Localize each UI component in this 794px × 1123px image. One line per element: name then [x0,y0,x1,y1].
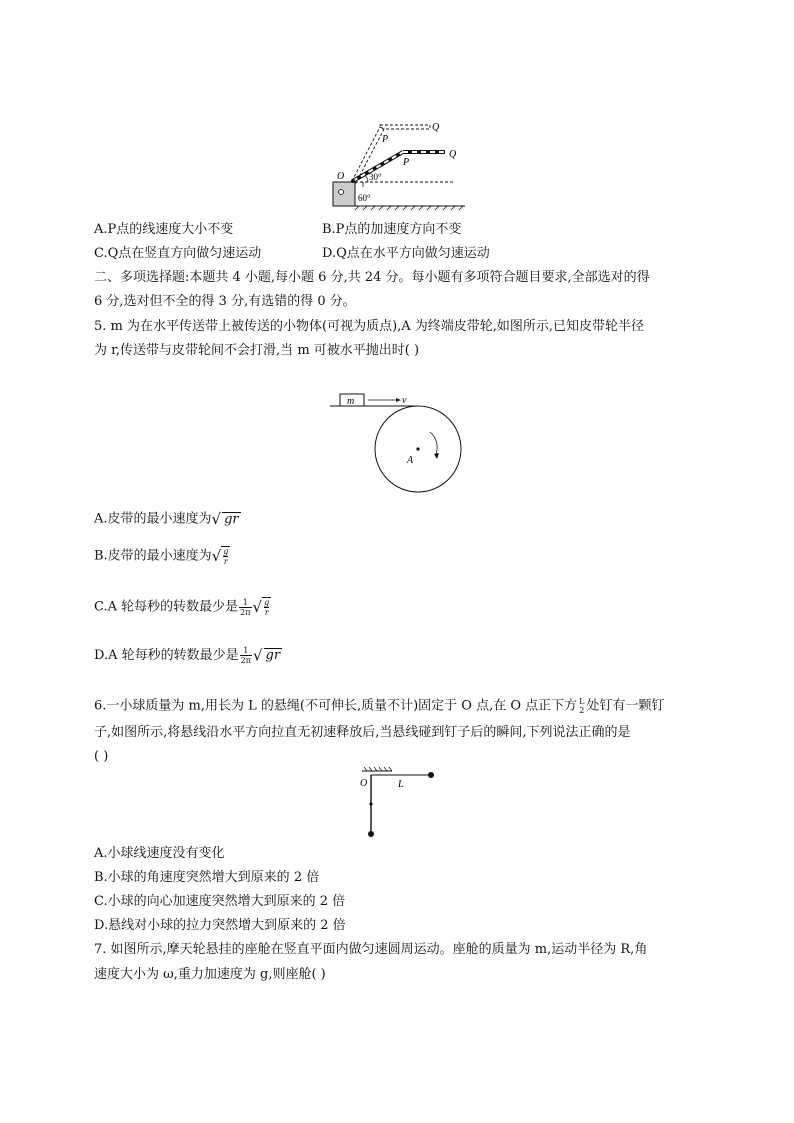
q5-stem-line1: 5. m 为在水平传送带上被传送的小物体(可视为质点),A 为终端皮带轮,如图所示,已知皮带轮半径 [94,319,645,334]
q6-option-d: D.悬线对小球的拉力突然增大到原来的 2 倍 [94,918,346,933]
label-L: L [398,779,404,790]
q4-option-d: D.Q点在水平方向做匀速运动 [322,246,490,261]
label-P-solid: P [403,157,410,168]
ball-horizontal [428,772,434,778]
figure-q4-lever [325,115,475,215]
q6-stem-line1: 6.一小球质量为 m,用长为 L 的悬绳(不可伸长,质量不计)固定于 O 点,在 O 点正下方 L 2 处钉有一颗钉 [94,697,665,715]
ball-bottom [368,831,374,837]
q4-option-b: B.P点的加速度方向不变 [322,222,462,237]
label-angle-30: 30° [369,172,382,182]
q4-option-a: A.P点的线速度大小不变 [94,222,234,237]
label-O: O [360,778,368,789]
q6-option-c: C.小球的向心加速度突然增大到原来的 2 倍 [94,894,346,909]
section2-line2: 6 分,选对但不全的得 3 分,有选错的得 0 分。 [94,294,356,309]
label-m: m [347,396,355,407]
figure-q6-pendulum [350,765,450,840]
q6-stem-line3: ( ) [94,749,109,764]
q5-option-a: A.皮带的最小速度为√ gr [94,510,239,528]
nail [369,802,372,805]
q4-option-c: C.Q点在竖直方向做匀速运动 [94,246,262,261]
q6-option-b: B.小球的角速度突然增大到原来的 2 倍 [94,870,320,885]
label-angle-60: 60° [358,193,371,203]
motor-box [333,182,355,206]
label-Q-solid: Q [449,149,457,160]
label-v: v [402,395,407,406]
q5-option-c: C.A 轮每秒的转数最少是 $\frac{1}{2\pi}$ √ $\frac{g}{r}$ [94,597,270,617]
q6-stem-line2: 子,如图所示,将悬线沿水平方向拉直无初速释放后,当悬线碰到钉子后的瞬间,下列说法正确的是 [94,725,631,740]
section2-line1: 二、多项选择题:本题共 4 小题,每小题 6 分,共 24 分。每小题有多项符合题目要求,全部选对的得 [94,270,650,285]
q7-stem-line1: 7. 如图所示,摩天轮悬挂的座舱在竖直平面内做匀速圆周运动。座舱的质量为 m,运动半径为 R,角 [94,942,648,957]
label-A: A [407,455,414,466]
q7-stem-line2: 速度大小为 ω,重力加速度为 g,则座舱( ) [94,967,326,982]
q5-option-d: D.A 轮每秒的转数最少是 $\frac{1}{2\pi}$ √ gr [94,646,281,665]
figure-q5-conveyor [330,388,470,498]
q6-option-a: A.小球线速度没有变化 [94,846,225,861]
q5-option-b: B.皮带的最小速度为√ $\frac{g}{r}$ [94,547,229,566]
label-P-dashed: P [382,134,389,145]
label-O: O [337,171,345,182]
label-Q-dashed: Q [432,122,440,133]
q5-stem-line2: 为 r,传送带与皮带轮间不会打滑,当 m 可被水平抛出时( ) [94,343,420,358]
